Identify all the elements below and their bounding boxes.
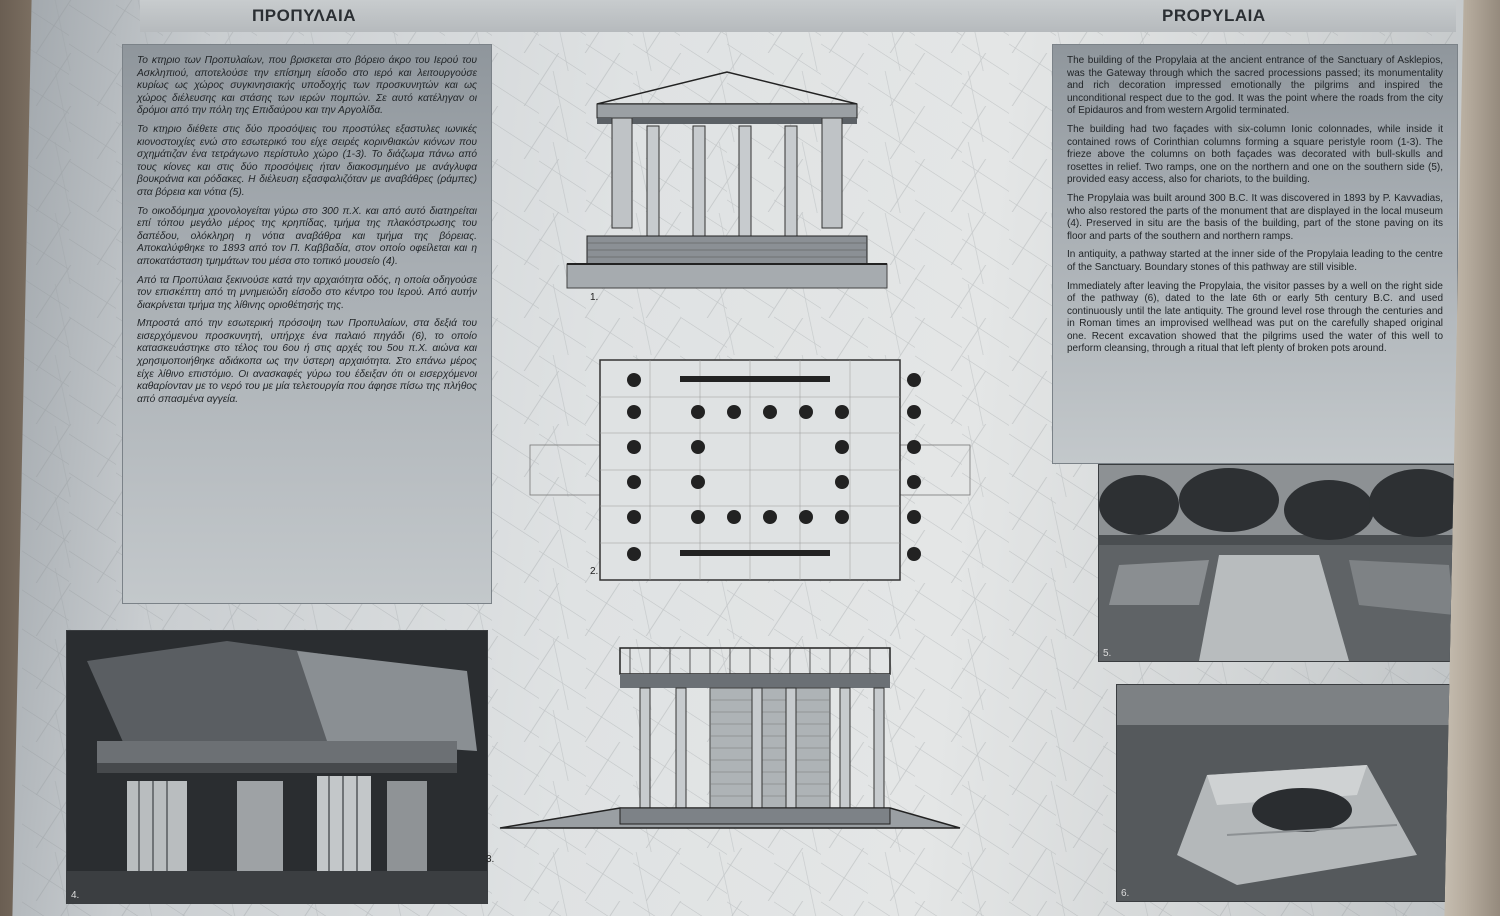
greek-paragraph: Μπροστά από την εσωτερική πρόσοψη των Προπυλαίων, στα δεξιά του εισερχόμενου προσκυνητή, υπήρχε ένα παλαιό πηγάδι (6), το οποίο κατασκευάστηκε στο τέλος του 6ου ή στις αρχές του 5ου π.Χ. αιώνα και χρησιμοποιήθηκε αδιάκοπα ως την ύστερη αρχαιότητα. Στο επάνω μέρος είχε λίθινο επιστόμιο. Οι ανασκαφές γύρω του έδειξαν ότι οι εισερχόμενοι καθαρίονταν με το νερό του με μία τελετουργία που άφησε πίσω της πλήθος από σπασμένα αγγεία. <box>137 318 477 405</box>
figure-number-1: 1. <box>590 292 599 303</box>
english-paragraph: The building of the Propylaia at the ancient entrance of the Sanctuary of Asklepios, was the Gateway through which the sacred processions passed; its monumentality and rich decoration impressed emotionally the pilgrims and inspired the unconditional respect due to the god. It was the point where the roads from the city of Epidauros and from western Argolid terminated. <box>1067 55 1443 117</box>
english-paragraph: Immediately after leaving the Propylaia, the visitor passes by a well on the right side of the pathway (6), dated to the late 6th or early 5th century B.C. and used continuously until the late antiquity. The ground level rose through the centuries and in Roman times an improvised wellhead was put on the carefully shaped original one. Recent excavation showed that the pilgrims used the water of this well to perform cleansing, through a ritual that left plenty of broken pots around. <box>1067 280 1443 355</box>
figure-number-6: 6. <box>1121 888 1130 899</box>
information-sign <box>12 0 1463 916</box>
museum-restoration-photo <box>66 630 488 904</box>
greek-paragraph: Το κτηριο διέθετε στις δύο προσόψεις του προστύλες εξαστυλες ιωνικές κιονοστοιχίες ενώ στο εσωτερικό του είχε σειρές κορινθιακών κιόνων που σχημάτιζαν ένα τετράγωνο περίστυλο χώρο (1-3). Το διάζωμα πάνω από τους κίονες και στις δύο προσόψεις ήταν διακοσμημένο με ανάγλυφα βουκράνια και ρόδακες. Η διέλευση εξασφαλιζόταν με αναβάθρες (ράμπες) στα βόρεια και νότια (5). <box>137 123 477 198</box>
english-paragraph: In antiquity, a pathway started at the inner side of the Propylaia leading to the centre of the Sanctuary. Boundary stones of this pathway are still visible. <box>1067 249 1443 273</box>
title-english: PROPYLAIA <box>1162 6 1266 25</box>
greek-paragraph: Το οικοδόμημα χρονολογείται γύρω στο 300 π.Χ. και από αυτό διατηρείται επί τόπου μεγάλο μέρος της κρηπίδας, τμήμα της πλακόστρωσης του δαπέδου, ολόκληρη η νότια αναβάθρα και τμήμα της βόρειας. Αποκαλύφθηκε το 1893 από τον Π. Καββαδία, στον οποίο οφείλεται και η αποκατάσταση τμημάτων του μέσα στο τοπικό μουσείο (4). <box>137 205 477 267</box>
floor-plan-drawing <box>530 360 970 580</box>
english-paragraph: The Propylaia was built around 300 B.C. It was discovered in 1893 by P. Kavvadias, who also restored the parts of the monument that are displayed in the local museum (4). Preserved in situ are the basis of the building, part of the stone paving on its floor and parts of the southern and northern ramps. <box>1067 192 1443 242</box>
site-photo-drawing <box>1099 465 1459 661</box>
well-photo-drawing <box>1117 685 1464 901</box>
figure-number-3: 3. <box>486 854 495 865</box>
english-text-box <box>1052 44 1458 464</box>
figure-number-4: 4. <box>71 890 80 901</box>
title-greek: ΠΡΟΠΥΛΑΙΑ <box>252 6 357 25</box>
ancient-well-photo <box>1116 684 1464 902</box>
english-paragraph: The building had two façades with six-column Ionic colonnades, while inside it contained rows of Corinthian columns forming a square peristyle room (1-3). The frieze above the columns on both façades was decorated with bull-skulls and rosettes in relief. Two ramps, one on the northern and one on the southern side (5), provided easy access, also for chariots, to the building. <box>1067 123 1443 186</box>
front-elevation-drawing <box>567 70 887 310</box>
greek-paragraph: Το κτηριο των Προπυλαίων, που βρισκεται στο βόρειο άκρο του Ιερού του Ασκληπιού, αποτελούσε την επίσημη είσοδο στο ιερό και λειτουργούσε κυρίως ως χώρος συγκινησιακής υποδοχής των προσκυνητών και ως χώρος διέλευσης και στάσης των ιερών πομπών. Σε αυτό κατέληγαν οι δρόμοι από την πόλη της Επιδαύρου και την Αργολίδα. <box>137 55 477 117</box>
site-ruins-photo <box>1098 464 1460 662</box>
greek-text-box <box>122 44 492 604</box>
greek-paragraph: Από τα Προπύλαια ξεκινούσε κατά την αρχαιότητα οδός, η οποία οδηγούσε τον επισκέπτη από τη μνημειώδη είσοδο στο κέντρο του Ιερού. Από αυτήν διακρίνεται τμήμα της λίθινης οριοθέτησής της. <box>137 274 477 311</box>
figure-number-5: 5. <box>1103 648 1112 659</box>
side-elevation-drawing <box>480 640 960 840</box>
figure-number-2: 2. <box>590 566 599 577</box>
museum-photo-drawing <box>67 631 487 903</box>
